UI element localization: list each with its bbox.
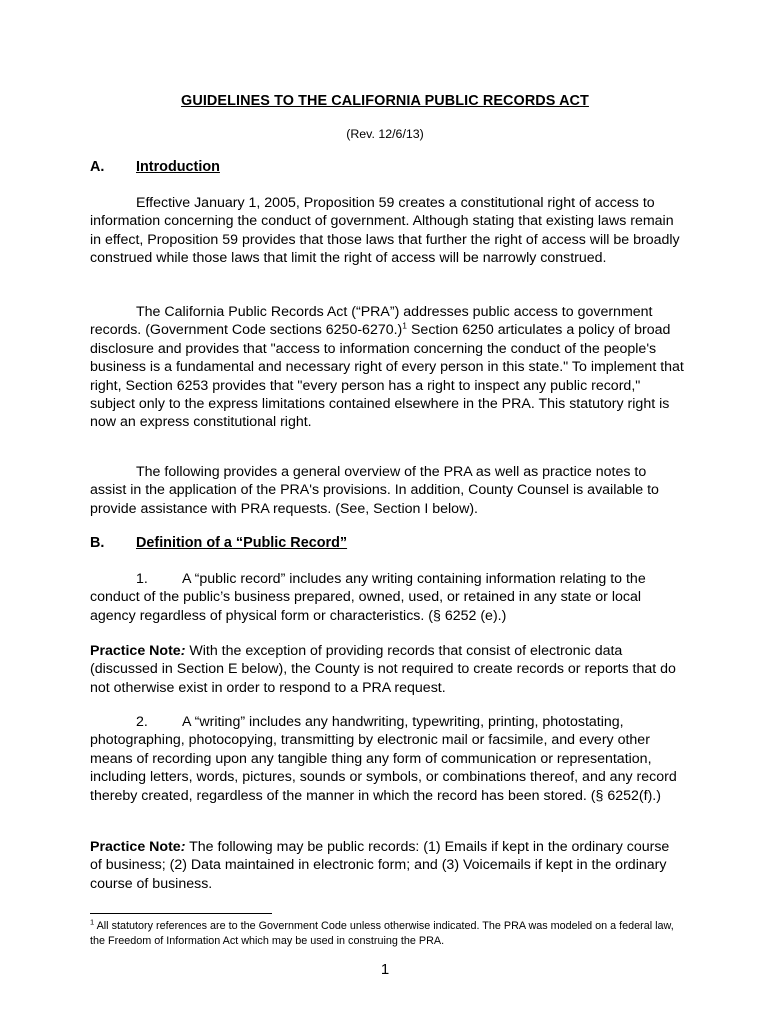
- section-b-heading: [90, 535, 347, 551]
- footnote-reference[interactable]: 1: [402, 320, 408, 331]
- footnote-text: All statutory references are to the Government Code unless otherwise indicated. The PRA was modeled on a federal law, the Freedom of Information Act which may be used in construing the PRA.: [90, 920, 674, 947]
- footnote: [90, 919, 690, 949]
- practice-note-label: Practice Note:: [90, 643, 186, 659]
- document-title: GUIDELINES TO THE CALIFORNIA PUBLIC RECORDS ACT: [181, 93, 589, 109]
- section-b-title: Definition of a “Public Record”: [136, 535, 348, 551]
- practice-note-label: Practice Note:: [90, 839, 186, 855]
- item-1-number: 1.: [136, 571, 148, 587]
- intro-paragraph-2: The California Public Records Act (“PRA”) addresses public access to government records. (Government Code sections 6250-6270.)$^1$ Section 6250 articulates a policy of broad disclosure and provides that "access to information concerning the conduct of the people's business is a fundamental and necessary right of every person in this state." To implement that right, Section 6253 provides that "every person has a right to inspect any public record," subject only to the express limitations contained elsewhere in the PRA. This statutory right is now an express constitutional right.: [90, 304, 684, 431]
- section-a-heading: [90, 159, 220, 175]
- definition-item-2: 2. A “writing” includes any handwriting, typewriting, printing, photostating, photographing, photocopying, transmitting by electronic mail or facsimile, and every other means of recording upon any tangible thing any form of communication or representation, including letters, words, pictures, sounds or symbols, or combinations thereof, and any record thereby created, regardless of the manner in which the record has been stored. (§ 6252(f).): [90, 714, 677, 804]
- definition-item-1: 1. A “public record” includes any writing containing information relating to the conduct of the public’s business prepared, owned, used, or retained in any state or local agency regardless of physical form or characteristics. (§ 6252 (e).): [90, 571, 646, 624]
- footnote-mark: 1: [90, 917, 95, 927]
- page-number: 1: [380, 961, 390, 978]
- section-a-title: Introduction: [136, 159, 220, 175]
- footnote-divider: [90, 913, 272, 914]
- intro-paragraph-3: The following provides a general overview of the PRA as well as practice notes to assist in the application of the PRA's provisions. In addition, County Counsel is available to provide assistance with PRA requests. (See, Section I below).: [90, 464, 659, 517]
- section-b-letter: B.: [90, 535, 105, 551]
- practice-note-2: Practice Note: The following may be public records: (1) Emails if kept in the ordinary course of business; (2) Data maintained in electronic form; and (3) Voicemails if kept in the ordinary course of business.: [90, 839, 670, 892]
- item-2-number: 2.: [136, 714, 148, 730]
- practice-note-1: Practice Note: With the exception of providing records that consist of electronic data (discussed in Section E below), the County is not required to create records or reports that do not otherwise exist in order to respond to a PRA request.: [90, 643, 676, 696]
- revision-date: (Rev. 12/6/13): [346, 127, 424, 141]
- section-a-letter: A.: [90, 159, 105, 175]
- intro-paragraph-1: Effective January 1, 2005, Proposition 59 creates a constitutional right of access to information concerning the conduct of government. Although stating that existing laws remain in effect, Proposition 59 provides that those laws that further the right of access will be broadly construed while those laws that limit the right of access will be narrowly construed.: [90, 195, 680, 267]
